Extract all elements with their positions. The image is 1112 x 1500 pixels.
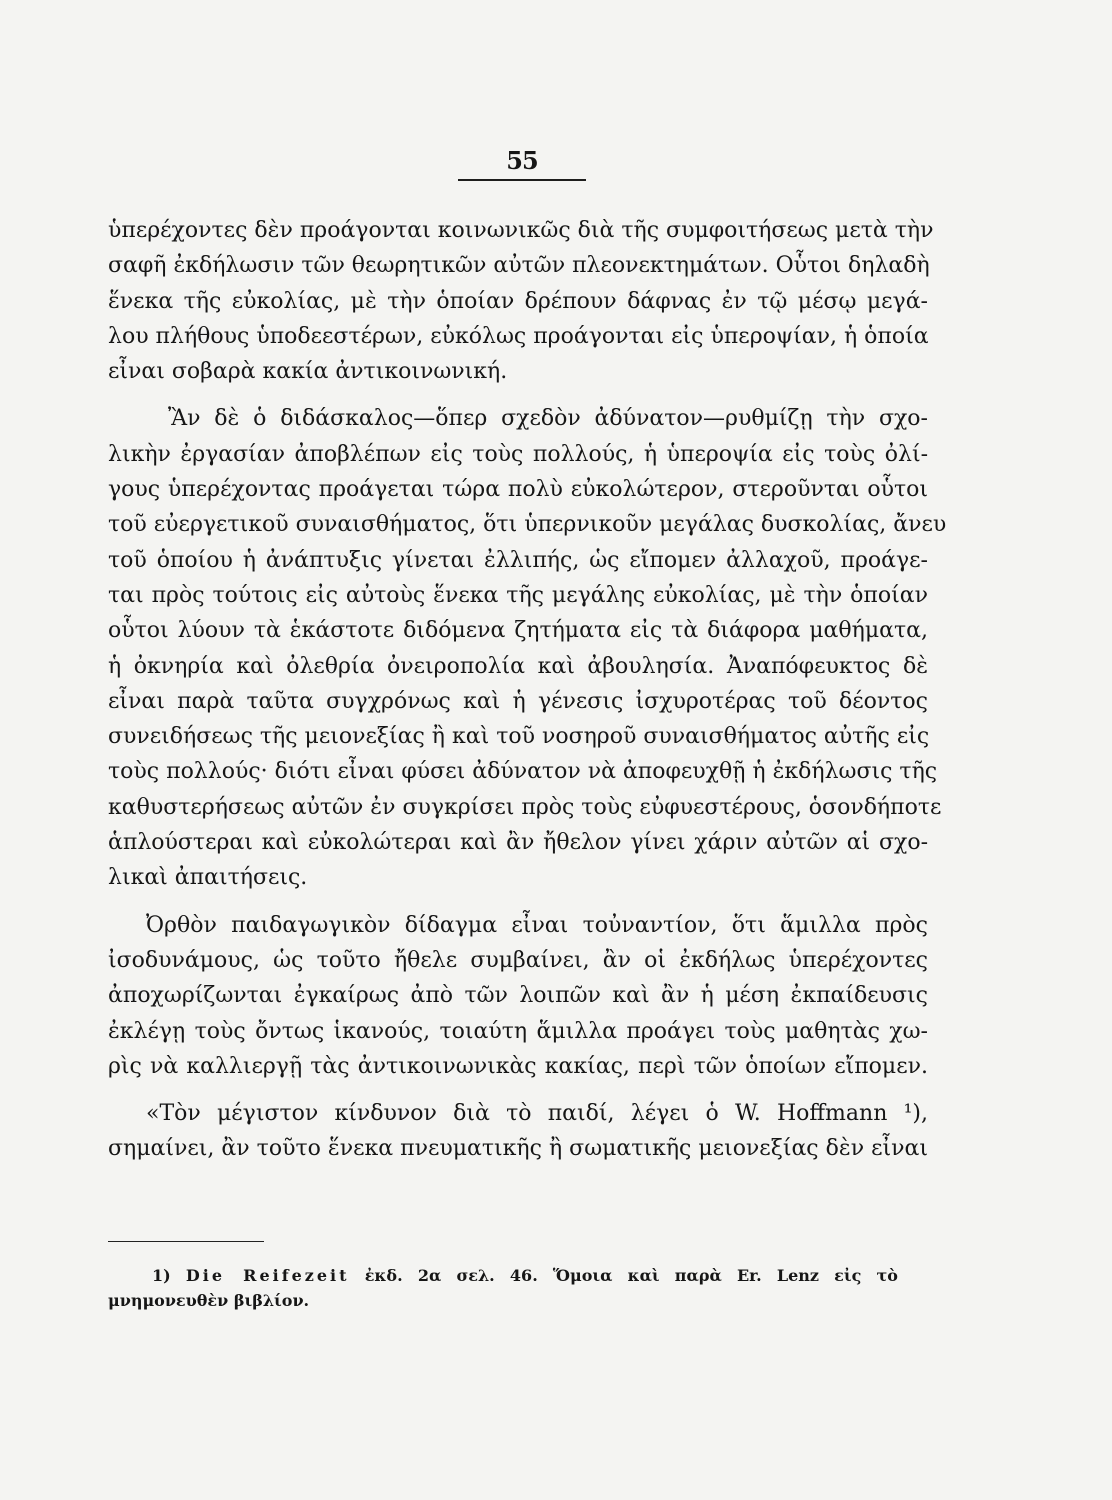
text-line: ὑπερέχοντες δὲν προάγονται κοινωνικῶς διὰ τῆς συμφοιτήσεως μετὰ τὴν xyxy=(108,218,934,243)
paragraph-4 xyxy=(108,1096,928,1167)
text-line: «Τὸν μέγιστον κίνδυνον διὰ τὸ παιδί, λέγει ὁ W. Hoffmann ¹), xyxy=(146,1101,928,1127)
paragraph-1 xyxy=(108,213,934,389)
text-line: γους ὑπερέχοντας προάγεται τώρα πολὺ εὐκολώτερον, στεροῦνται οὗτοι xyxy=(108,477,928,503)
text-line: λικὴν ἐργασίαν ἀποβλέπων εἰς τοὺς πολλούς, ἡ ὑπεροψία εἰς τοὺς ὀλί- xyxy=(108,441,928,467)
text-line: ἕνεκα τῆς εὐκολίας, μὲ τὴν ὁποίαν δρέπουν δάφνας ἐν τῷ μέσῳ μεγά- xyxy=(108,288,928,314)
text-line: τοῦ εὐεργετικοῦ συναισθήματος, ὅτι ὑπερνικοῦν μεγάλας δυσκολίας, ἄνευ xyxy=(108,512,947,538)
text-line: λου πλήθους ὑποδεεστέρων, εὐκόλως προάγονται εἰς ὑπεροψίαν, ἡ ὁποία xyxy=(108,323,929,349)
text-line: τοὺς πολλούς· διότι εἶναι φύσει ἀδύνατον νὰ ἀποφευχθῇ ἡ ἐκδήλωσις τῆς xyxy=(108,759,938,785)
text-line: ἐκλέγῃ τοὺς ὄντως ἱκανούς, τοιαύτη ἅμιλλα προάγει τοὺς μαθητὰς χω- xyxy=(108,1018,928,1044)
footnote-title: Die Reifezeit xyxy=(185,1266,350,1285)
paragraph-2 xyxy=(108,401,947,895)
header-rule xyxy=(458,179,586,181)
footnote xyxy=(108,1263,898,1313)
text-line: ἀποχωρίζωνται ἐγκαίρως ἀπὸ τῶν λοιπῶν καὶ ἂν ἡ μέση ἐκπαίδευσις xyxy=(108,983,928,1009)
text-line: καθυστερήσεως αὐτῶν ἐν συγκρίσει πρὸς τοὺς εὐφυεστέρους, ὁσονδήποτε xyxy=(108,794,942,820)
text-line: εἶναι παρὰ ταῦτα συγχρόνως καὶ ἡ γένεσις ἰσχυροτέρας τοῦ δέοντος xyxy=(108,688,928,714)
text-line: Ἂν δὲ ὁ διδάσκαλος—ὅπερ σχεδὸν ἀδύνατον—ρυθμίζῃ τὴν σχο- xyxy=(168,406,928,432)
footnote-line: μνημονευθὲν βιβλίον. xyxy=(108,1291,310,1310)
text-line: σημαίνει, ἂν τοῦτο ἕνεκα πνευματικῆς ἢ σωματικῆς μειονεξίας δὲν εἶναι xyxy=(108,1136,928,1162)
text-line: ἡ ὀκνηρία καὶ ὀλεθρία ὀνειροπολία καὶ ἀβουλησία. Ἀναπόφευκτος δὲ xyxy=(108,653,928,679)
paragraph-3 xyxy=(108,908,928,1084)
text-line: οὗτοι λύουν τὰ ἑκάστοτε διδόμενα ζητήματα εἰς τὰ διάφορα μαθήματα, xyxy=(108,618,928,644)
text-line: ἁπλούστεραι καὶ εὐκολώτεραι καὶ ἂν ἤθελον γίνει χάριν αὐτῶν αἱ σχο- xyxy=(108,830,928,856)
body-text xyxy=(108,213,947,1179)
page-number: 55 xyxy=(506,146,538,175)
text-line: ρὶς νὰ καλλιεργῇ τὰς ἀντικοινωνικὰς κακίας, περὶ τῶν ὁποίων εἴπομεν. xyxy=(108,1053,928,1079)
text-line: ται πρὸς τούτοις εἰς αὐτοὺς ἕνεκα τῆς μεγάλης εὐκολίας, μὲ τὴν ὁποίαν xyxy=(108,582,928,608)
text-line: Ὀρθὸν παιδαγωγικὸν δίδαγμα εἶναι τοὐναντίον, ὅτι ἅμιλλα πρὸς xyxy=(146,912,928,938)
text-line: εἶναι σοβαρὰ κακία ἀντικοινωνική. xyxy=(108,359,508,385)
footnote-marker: 1) xyxy=(152,1266,171,1285)
text-line: σαφῆ ἐκδήλωσιν τῶν θεωρητικῶν αὐτῶν πλεονεκτημάτων. Οὗτοι δηλαδὴ xyxy=(108,253,930,279)
text-line: συνειδήσεως τῆς μειονεξίας ἢ καὶ τοῦ νοσηροῦ συναισθήματος αὐτῆς εἰς xyxy=(108,724,930,750)
footnote-text: ἐκδ. 2α σελ. 46. Ὅμοια καὶ παρὰ Er. Lenz εἰς τὸ xyxy=(364,1266,898,1285)
footnote-rule xyxy=(108,1241,264,1242)
text-line: τοῦ ὁποίου ἡ ἀνάπτυξις γίνεται ἐλλιπής, ὡς εἴπομεν ἀλλαχοῦ, προάγε- xyxy=(108,547,928,573)
footnote-line xyxy=(108,1263,898,1288)
text-line: ἰσοδυνάμους, ὡς τοῦτο ἤθελε συμβαίνει, ἂν οἱ ἐκδήλως ὑπερέχοντες xyxy=(108,947,928,973)
text-line: λικαὶ ἀπαιτήσεις. xyxy=(108,865,308,891)
